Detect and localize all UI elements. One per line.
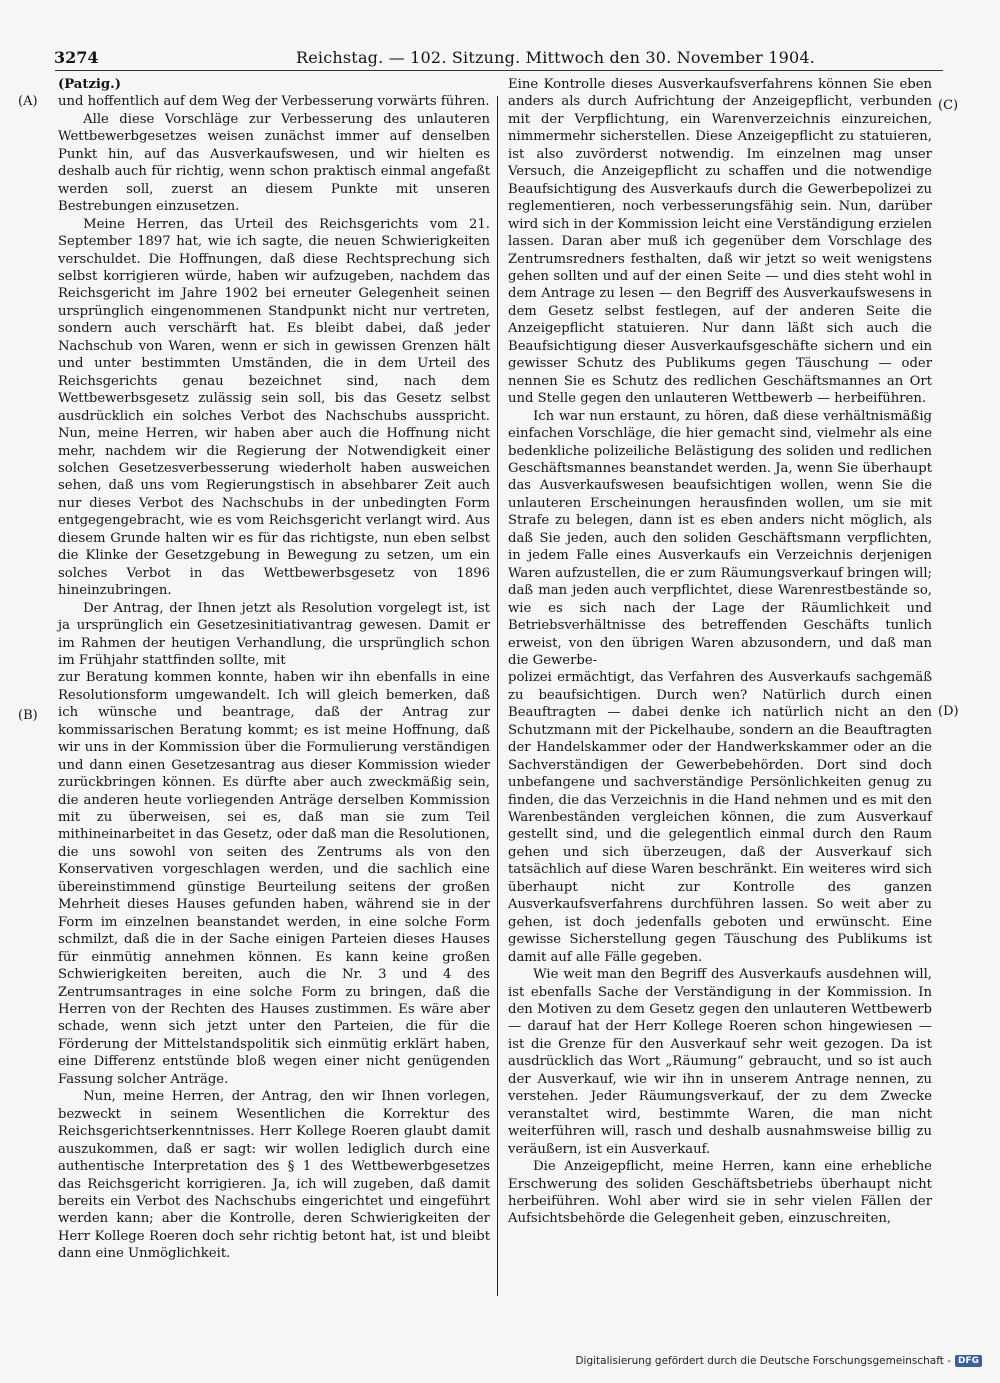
paragraph: Eine Kontrolle dieses Ausverkaufsverfahrens können Sie eben anders als durch Aufrichtung der Anzeigepflicht, verbunden mit der Verpflichtung, ein Warenverzeichnis einzureichen, nimmermehr sicherstellen. Diese Anzeigepflicht zu statuieren, ist also zuvörderst notwendig. Im einzelnen mag unser Versuch, die Anzeigepflicht zu schaffen und die notwendige Beaufsichtigung des Ausverkaufs durch die Gewerbepolizei zu reglementieren, noch verbesserungsfähig sein. Nun, darüber wird sich in der Kommission leicht eine Verständigung erzielen lassen. Daran aber muß ich gegenüber dem Vorschlage des Zentrumsredners festhalten, daß wir jetzt so weit wenigstens gehen sollten und auf der einen Seite — und dies steht wohl in dem Antrage zu lesen — den Begriff des Ausverkaufswesens in dem Gesetz selbst festlegen, auf der anderen Seite die Anzeigepflicht statuieren. Nur dann läßt sich auch die Beaufsichtigung dieser Ausverkaufsgeschäfte sichern und ein gewisser Schutz des Publikums gegen Täuschung — oder nennen Sie es Schutz des redlichen Geschäftsmannes an Ort und Stelle gegen den unlauteren Wettbewerb — herbeiführen.	[508, 77, 932, 407]
dfg-logo: DFG	[955, 1355, 982, 1367]
speaker-name: (Patzig.)	[58, 77, 121, 92]
digitization-credit	[575, 1355, 982, 1367]
left-column	[58, 76, 490, 1263]
page-header	[40, 48, 960, 70]
paragraph: und hoffentlich auf dem Weg der Verbesserung vorwärts führen.	[58, 94, 490, 110]
paragraph: Ich war nun erstaunt, zu hören, daß diese verhältnismäßig einfachen Vorschläge, die hier gemacht sind, vielmehr als eine bedenkliche polizeiliche Belästigung des soliden und redlichen Geschäftsmannes beanstandet werden. Ja, wenn Sie überhaupt das Ausverkaufswesen beaufsichtigen wollen, wenn Sie die unlauteren Erscheinungen herausfinden wollen, um sie mit Strafe zu belegen, dann ist es eben anders nicht möglich, als daß Sie jeden, auch den soliden Geschäftsmann verpflichten, in jedem Falle eines Ausverkaufs ein Verzeichnis derjenigen Waren aufzustellen, die er zum Räumungsverkauf bringen will; daß man jeden auch verpflichtet, diese Warenrestbestände so, wie es sich nach der Lage der Räumlichkeit und Betriebsverhältnisse des betreffenden Geschäfts tunlich erweist, von den übrigen Waren abzusondern, und daß man die Gewerbe-	[508, 408, 932, 668]
margin-marker-d: (D)	[938, 704, 959, 719]
column-divider	[497, 96, 498, 1296]
paragraph: Alle diese Vorschläge zur Verbesserung des unlauteren Wettbewerbgesetzes weisen zunächst immer auf denselben Punkt hin, auf das Ausverkaufswesen, und wir hielten es deshalb auch für richtig, wenn schon praktisch einmal angefaßt werden soll, zuerst an diesem Punkte mit unseren Bestrebungen einzusetzen.	[58, 111, 490, 215]
header-rule	[55, 70, 943, 71]
page-number: 3274	[54, 48, 99, 67]
paragraph: Wie weit man den Begriff des Ausverkaufs ausdehnen will, ist ebenfalls Sache der Verständigung in der Kommission. In den Motiven zu dem Gesetz gegen den unlauteren Wettbewerb — darauf hat der Herr Kollege Roeren schon hingewiesen — ist die Grenze für den Ausverkauf sehr weit gezogen. Da ist ausdrücklich das Wort „Räumung“ gebraucht, und so ist auch der Ausverkauf, wie wir ihn in unserem Antrage nennen, zu verstehen. Jeder Räumungsverkauf, der zu dem Zwecke veranstaltet wird, bestimmte Waren, die man nicht weiterführen will, rasch und deshalb ausnahmsweise billig zu veräußern, ist ein Ausverkauf.	[508, 967, 932, 1157]
paragraph: polizei ermächtigt, das Verfahren des Ausverkaufs sachgemäß zu beaufsichtigen. Durch wen? Natürlich durch einen Beauftragten — dabei denke ich natürlich nicht an den Schutzmann mit der Pickelhaube, sondern an die Beauftragten der Handelskammer oder der Handwerkskammer oder an die Sachverständigen der Gewerbebehörden. Dort sind doch unbefangene und sachverständige Persönlichkeiten genug zu finden, die das Verzeichnis in die Hand nehmen und es mit den Warenbeständen vergleichen können, die zum Ausverkauf gestellt sind, und die gelegentlich einmal durch den Raum gehen und sich überzeugen, daß der Ausverkauf sich tatsächlich auf diese Waren beschränkt. Ein weiteres wird sich überhaupt nicht zur Kontrolle des ganzen Ausverkaufsverfahrens durchführen lassen. So weit aber zu gehen, ist doch jedenfalls geboten und erwünscht. Eine gewisse Sicherstellung gegen Täuschung des Publikums ist damit auf alle Fälle gegeben.	[508, 670, 932, 965]
right-column	[508, 76, 932, 1228]
margin-marker-c: (C)	[938, 98, 959, 113]
paragraph: Nun, meine Herren, der Antrag, den wir Ihnen vorlegen, bezweckt in seinem Wesentlichen die Korrektur des Reichsgerichtserkenntnisses. Herr Kollege Roeren glaubt damit auszukommen, daß er sagt: wir wollen lediglich durch eine authentische Interpretation des § 1 des Wettbewerbgesetzes das Reichsgericht korrigieren. Ja, ich will zugeben, daß damit bereits ein Verbot des Nachschubs eingerichtet und eingeführt werden kann; aber die Kontrolle, deren Schwierigkeiten der Herr Kollege Roeren doch sehr richtig betont hat, ist und bleibt dann eine Unmöglichkeit.	[58, 1089, 490, 1262]
paragraph: zur Beratung kommen konnte, haben wir ihn ebenfalls in eine Resolutionsform umgewandelt. Ich will gleich bemerken, daß ich wünsche und beantrage, daß der Antrag zur kommissarischen Beratung kommt; es ist meine Hoffnung, daß wir uns in der Kommission über die Formulierung verständigen und dann einen Gesetzesantrag aus dieser Kommission wieder zurückbringen können. Es dürfte aber auch zweckmäßig sein, die anderen heute vorliegenden Anträge derselben Kommission mit zu überweisen, sei es, daß man sie zum Teil mithineinarbeitet in das Gesetz, oder daß man die Resolutionen, die uns sowohl von seiten des Zentrums als von den Konservativen vorgeschlagen werden, und die sachlich eine übereinstimmend günstige Beurteilung seitens der großen Mehrheit dieses Hauses gefunden haben, während sie in der Form im einzelnen beanstandet werden, in eine solche Form schmilzt, daß die in der Sache einigen Parteien dieses Hauses für einmütig annehmen können. Es kann keine großen Schwierigkeiten bereiten, auch die Nr. 3 und 4 des Zentrumsantrages in eine solche Form zu bringen, daß die Herren von der Rechten des Hauses zustimmen. Es wäre aber schade, wenn sich jetzt unter den Parteien, die für die Förderung der Mittelstandspolitik sich einmütig erklärt haben, eine Differenz entstünde bloß wegen einer nicht genügenden Fassung solcher Anträge.	[58, 670, 490, 1087]
paragraph: Die Anzeigepflicht, meine Herren, kann eine erhebliche Erschwerung des soliden Geschäftsbetriebs überhaupt nicht herbeiführen. Wohl aber wird sie in sehr vielen Fällen der Aufsichtsbehörde die Gelegenheit geben, einzuschreiten,	[508, 1159, 932, 1227]
credit-text: Digitalisierung gefördert durch die Deutsche Forschungsgemeinschaft -	[575, 1355, 951, 1367]
paragraph: Meine Herren, das Urteil des Reichsgerichts vom 21. September 1897 hat, wie ich sagte, die neuen Schwierigkeiten verschuldet. Die Hoffnungen, daß diese Rechtsprechung sich selbst korrigieren würde, haben wir aufzugeben, nachdem das Reichsgericht im Jahre 1902 bei erneuter Gelegenheit seinen ursprünglich eingenommenen Standpunkt nicht nur vertreten, sondern auch verschärft hat. Es bleibt dabei, daß jeder Nachschub von Waren, wenn er sich in gewissen Grenzen hält und unter bestimmten Umständen, die in dem Urteil des Reichsgerichts genau bezeichnet sind, nach dem Wettbewerbsgesetz zulässig sein soll, bis das Gesetz selbst ausdrücklich ein solches Verbot des Nachschubs ausspricht. Nun, meine Herren, wir haben aber auch die Hoffnung nicht mehr, nachdem wir die Regierung der Notwendigkeit einer solchen Gesetzesverbesserung wiederholt haben ausweichen sehen, daß uns vom Regierungstisch in absehbarer Zeit auch nur dieses Verbot des Nachschubs in der unbedingten Form entgegengebracht, wie es vom Reichsgericht verlangt wird. Aus diesem Grunde halten wir es für das richtigste, nun eben selbst die Klinke der Gesetzgebung in Bewegung zu setzen, um ein solches Verbot in das Wettbewerbsgesetz von 1896 hineinzubringen.	[58, 216, 490, 599]
margin-marker-b: (B)	[18, 708, 38, 723]
margin-marker-a: (A)	[18, 94, 38, 109]
running-title: Reichstag. — 102. Sitzung. Mittwoch den 30. November 1904.	[296, 48, 816, 67]
paragraph: Der Antrag, der Ihnen jetzt als Resolution vorgelegt ist, ist ja ursprünglich ein Gesetzesinitiativantrag gewesen. Damit er im Rahmen der heutigen Verhandlung, die ursprünglich schon im Frühjahr stattfinden sollte, mit	[58, 600, 490, 668]
